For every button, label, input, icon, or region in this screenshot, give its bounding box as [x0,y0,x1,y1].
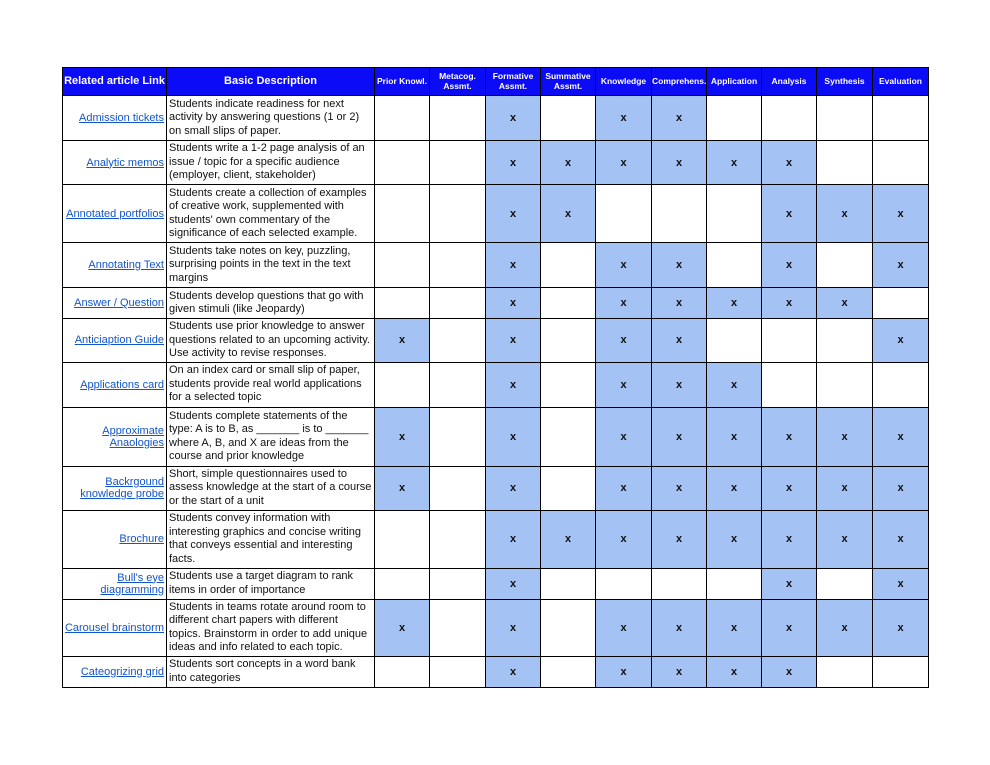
mark-cell [541,362,596,407]
mark-cell: x [486,599,541,656]
mark-cell [817,96,873,141]
header-related-link: Related article Link [63,68,167,96]
mark-cell: x [873,185,929,243]
article-link[interactable]: Anticiaption Guide [74,334,164,347]
mark-cell: x [375,319,430,363]
mark-cell [762,362,817,407]
mark-cell [430,288,486,319]
mark-cell [541,243,596,288]
mark-cell: x [762,185,817,243]
description-cell: Students in teams rotate around room to different chart papers with different topics. Brainstorm in order to add unique ideas and info related to each topic. [167,599,375,656]
table-row [63,510,929,568]
mark-cell: x [707,599,762,656]
mark-cell: x [707,510,762,568]
header-prior-knowl: Prior Knowl. [375,68,430,96]
mark-cell: x [596,599,652,656]
table-row [63,656,929,687]
mark-cell: x [817,288,873,319]
mark-cell: x [817,466,873,510]
mark-cell: x [762,510,817,568]
article-link-cell [63,96,167,141]
mark-cell: x [375,466,430,510]
mark-cell: x [873,243,929,288]
mark-cell: x [652,407,707,466]
mark-cell: x [707,362,762,407]
mark-cell [873,656,929,687]
mark-cell: x [596,96,652,141]
mark-cell [541,96,596,141]
header-comprehens: Comprehens. [652,68,707,96]
mark-cell [873,141,929,185]
mark-cell [707,185,762,243]
table-row [63,568,929,599]
mark-cell: x [486,243,541,288]
mark-cell: x [486,466,541,510]
mark-cell: x [707,288,762,319]
description-cell: Students indicate readiness for next activity by answering questions (1 or 2) on small slips of paper. [167,96,375,141]
article-link-cell [63,510,167,568]
mark-cell: x [652,96,707,141]
mark-cell: x [596,656,652,687]
header-summative-assmt: Summative Assmt. [541,68,596,96]
mark-cell: x [817,599,873,656]
article-link[interactable]: Analytic memos [86,156,164,169]
mark-cell: x [707,141,762,185]
mark-cell [430,466,486,510]
header-application: Application [707,68,762,96]
mark-cell: x [817,510,873,568]
mark-cell [375,510,430,568]
article-link[interactable]: Cateogrizing grid [80,665,164,678]
mark-cell: x [873,568,929,599]
mark-cell: x [596,407,652,466]
mark-cell: x [596,510,652,568]
mark-cell [375,656,430,687]
mark-cell: x [873,599,929,656]
table-row [63,288,929,319]
mark-cell: x [541,185,596,243]
article-link-cell [63,243,167,288]
mark-cell: x [762,656,817,687]
header-formative-assmt: Formative Assmt. [486,68,541,96]
mark-cell: x [486,185,541,243]
mark-cell [375,185,430,243]
mark-cell [541,319,596,363]
article-link[interactable]: Bull's eye diagramming [100,571,164,596]
header-row [63,68,929,96]
mark-cell: x [486,319,541,363]
mark-cell [873,288,929,319]
mark-cell [541,407,596,466]
mark-cell: x [652,466,707,510]
header-synthesis: Synthesis [817,68,873,96]
mark-cell: x [596,288,652,319]
mark-cell: x [817,407,873,466]
mark-cell: x [596,466,652,510]
mark-cell: x [541,510,596,568]
mark-cell [652,568,707,599]
mark-cell: x [486,407,541,466]
mark-cell: x [486,288,541,319]
mark-cell [430,96,486,141]
mark-cell: x [541,141,596,185]
mark-cell: x [375,407,430,466]
mark-cell: x [817,185,873,243]
header-analysis: Analysis [762,68,817,96]
mark-cell: x [652,243,707,288]
article-link-cell [63,288,167,319]
mark-cell [430,407,486,466]
article-link-cell [63,319,167,363]
article-link[interactable]: Annotating Text [88,259,164,271]
description-cell: Students write a 1-2 page analysis of an issue / topic for a specific audience (employer, client, stakeholder) [167,141,375,185]
mark-cell: x [873,407,929,466]
mark-cell [375,96,430,141]
strategy-table [62,67,929,688]
article-link[interactable]: Annotated portfolios [66,207,164,220]
article-link-cell [63,599,167,656]
header-knowledge: Knowledge [596,68,652,96]
mark-cell [541,288,596,319]
mark-cell: x [486,568,541,599]
article-link-cell [63,466,167,510]
mark-cell [541,568,596,599]
mark-cell [375,568,430,599]
mark-cell: x [596,319,652,363]
mark-cell [817,656,873,687]
article-link-cell [63,568,167,599]
mark-cell: x [652,141,707,185]
article-link[interactable]: Admission tickets [79,112,164,124]
mark-cell [430,656,486,687]
mark-cell: x [707,656,762,687]
article-link-cell [63,362,167,407]
mark-cell: x [652,319,707,363]
mark-cell: x [762,466,817,510]
article-link-cell [63,141,167,185]
mark-cell [817,141,873,185]
mark-cell: x [652,288,707,319]
mark-cell [430,185,486,243]
mark-cell [596,185,652,243]
table-row [63,243,929,288]
mark-cell [541,656,596,687]
article-link[interactable]: Answer / Question [74,297,164,309]
description-cell: Students take notes on key, puzzling, surprising points in the text in the text margins [167,243,375,288]
mark-cell: x [486,141,541,185]
mark-cell: x [707,407,762,466]
mark-cell [541,466,596,510]
header-metacog-assmt: Metacog. Assmt. [430,68,486,96]
mark-cell: x [707,466,762,510]
mark-cell [375,288,430,319]
mark-cell [762,319,817,363]
mark-cell [817,362,873,407]
article-link[interactable]: Applications card [80,378,164,391]
mark-cell: x [873,510,929,568]
article-link[interactable]: Carousel brainstorm [64,621,164,634]
header-basic-description: Basic Description [167,68,375,96]
mark-cell [707,568,762,599]
mark-cell [817,319,873,363]
mark-cell: x [873,466,929,510]
mark-cell [652,185,707,243]
mark-cell: x [596,243,652,288]
mark-cell [873,96,929,141]
mark-cell: x [486,510,541,568]
table-row [63,599,929,656]
mark-cell [430,141,486,185]
description-cell: On an index card or small slip of paper, students provide real world applications for a selected topic [167,362,375,407]
mark-cell: x [762,599,817,656]
table-row [63,362,929,407]
table-row [63,319,929,363]
mark-cell [707,96,762,141]
header-evaluation: Evaluation [873,68,929,96]
table-body [63,96,929,688]
mark-cell [430,599,486,656]
mark-cell [817,243,873,288]
description-cell: Students develop questions that go with given stimuli (like Jeopardy) [167,288,375,319]
mark-cell [375,243,430,288]
mark-cell [541,599,596,656]
mark-cell [762,96,817,141]
description-cell: Short, simple questionnaires used to assess knowledge at the start of a course or the start of a unit [167,466,375,510]
description-cell: Students convey information with interesting graphics and concise writing that conveys essential and interesting facts. [167,510,375,568]
article-link[interactable]: Brochure [119,533,164,545]
mark-cell: x [762,288,817,319]
article-link[interactable]: Backrgound knowledge probe [80,476,164,500]
table-row [63,407,929,466]
description-cell: Students complete statements of the type: A is to B, as _______ is to _______ where A, B, and X are ideas from the course and prior knowledge [167,407,375,466]
mark-cell: x [486,96,541,141]
table-row [63,96,929,141]
mark-cell [375,141,430,185]
table-row [63,466,929,510]
table-row [63,141,929,185]
mark-cell: x [762,141,817,185]
mark-cell: x [375,599,430,656]
mark-cell [873,362,929,407]
description-cell: Students use prior knowledge to answer questions related to an upcoming activity. Use activity to revise responses. [167,319,375,363]
mark-cell: x [762,568,817,599]
mark-cell: x [652,362,707,407]
article-link-cell [63,185,167,243]
article-link-cell [63,407,167,466]
mark-cell [430,568,486,599]
article-link[interactable]: Approximate Anaologies [102,424,164,449]
mark-cell [430,319,486,363]
mark-cell [596,568,652,599]
mark-cell [430,362,486,407]
mark-cell: x [873,319,929,363]
mark-cell: x [486,362,541,407]
mark-cell: x [596,141,652,185]
mark-cell: x [486,656,541,687]
mark-cell: x [762,243,817,288]
mark-cell: x [596,362,652,407]
mark-cell: x [652,656,707,687]
mark-cell [375,362,430,407]
table-row [63,185,929,243]
article-link-cell [63,656,167,687]
mark-cell [707,243,762,288]
mark-cell [707,319,762,363]
description-cell: Students create a collection of examples of creative work, supplemented with students' own commentary of the significance of each selected example. [167,185,375,243]
mark-cell: x [762,407,817,466]
mark-cell [817,568,873,599]
description-cell: Students use a target diagram to rank items in order of importance [167,568,375,599]
mark-cell: x [652,510,707,568]
mark-cell: x [652,599,707,656]
description-cell: Students sort concepts in a word bank into categories [167,656,375,687]
mark-cell [430,510,486,568]
mark-cell [430,243,486,288]
